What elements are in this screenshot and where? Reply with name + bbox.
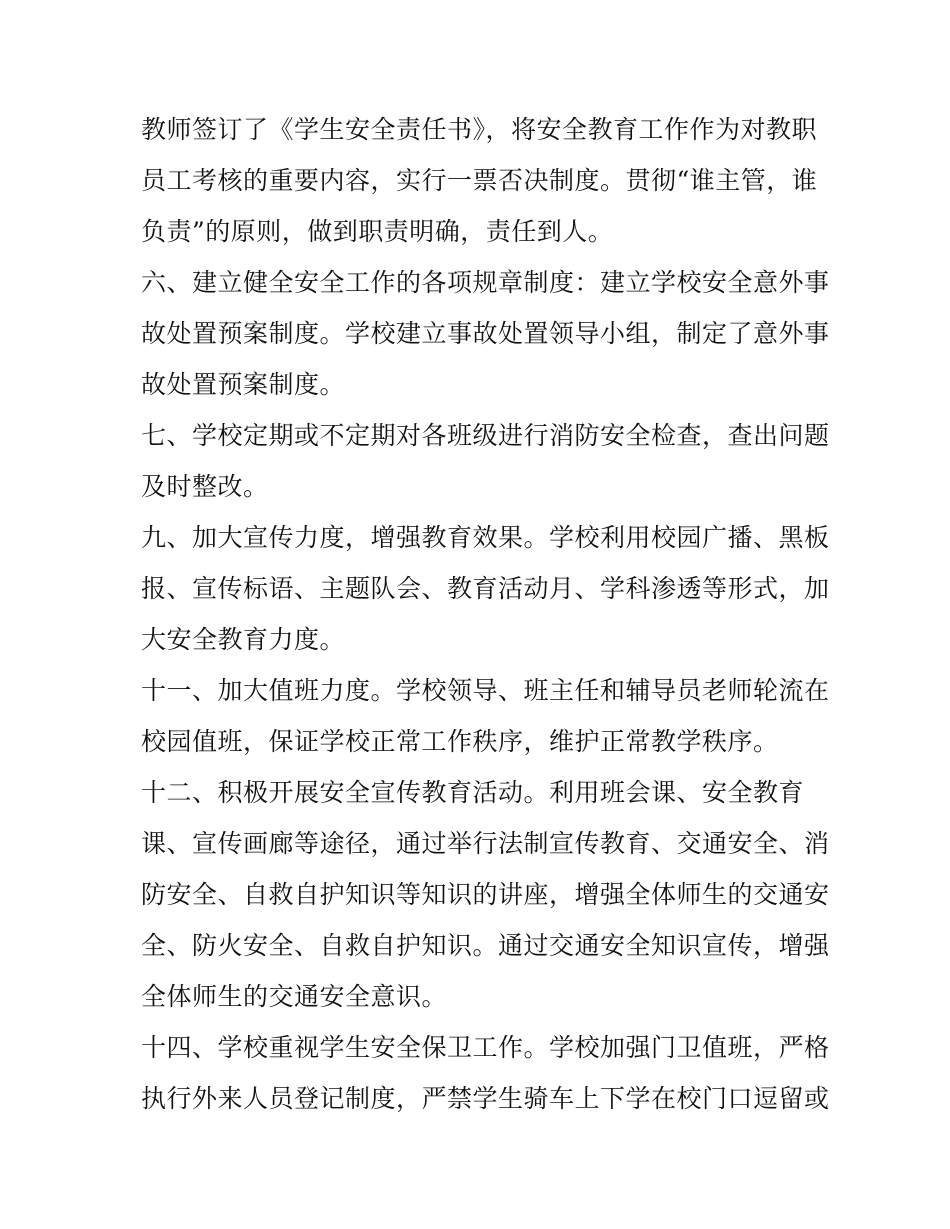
text-line: 全、防火安全、自救自护知识。通过交通安全知识宣传，增强 bbox=[141, 931, 830, 960]
text-line: 六、建立健全安全工作的各项规章制度：建立学校安全意外事 bbox=[141, 268, 830, 297]
text-line: 及时整改。 bbox=[141, 472, 269, 501]
text-line: 全体师生的交通安全意识。 bbox=[141, 982, 448, 1011]
text-line: 故处置预案制度。 bbox=[141, 370, 346, 399]
text-line: 教师签订了《学生安全责任书》，将安全教育工作作为对教职 bbox=[141, 115, 818, 144]
text-line: 报、宣传标语、主题队会、教育活动月、学科渗透等形式，加 bbox=[141, 574, 830, 603]
text-line: 七、学校定期或不定期对各班级进行消防安全检查，查出问题 bbox=[141, 421, 830, 450]
text-line: 九、加大宣传力度，增强教育效果。学校利用校园广播、黑板 bbox=[141, 523, 830, 552]
text-line: 十一、加大值班力度。学校领导、班主任和辅导员老师轮流在 bbox=[141, 676, 830, 705]
text-line: 大安全教育力度。 bbox=[141, 625, 346, 654]
text-line: 十四、学校重视学生安全保卫工作。学校加强门卫值班，严格 bbox=[141, 1033, 830, 1062]
text-line: 防安全、自救自护知识等知识的讲座，增强全体师生的交通安 bbox=[141, 880, 830, 909]
text-line: 校园值班，保证学校正常工作秩序，维护正常教学秩序。 bbox=[141, 727, 779, 756]
text-line: 执行外来人员登记制度，严禁学生骑车上下学在校门口逗留或 bbox=[141, 1084, 830, 1113]
text-line: 课、宣传画廊等途径，通过举行法制宣传教育、交通安全、消 bbox=[141, 829, 830, 858]
text-line: 员工考核的重要内容，实行一票否决制度。贯彻“谁主管，谁 bbox=[141, 166, 818, 195]
text-line: 负责”的原则，做到职责明确，责任到人。 bbox=[141, 217, 614, 246]
document-body bbox=[141, 104, 830, 1124]
text-line: 故处置预案制度。学校建立事故处置领导小组，制定了意外事 bbox=[141, 319, 830, 348]
text-line: 十二、积极开展安全宣传教育活动。利用班会课、安全教育 bbox=[141, 778, 805, 807]
